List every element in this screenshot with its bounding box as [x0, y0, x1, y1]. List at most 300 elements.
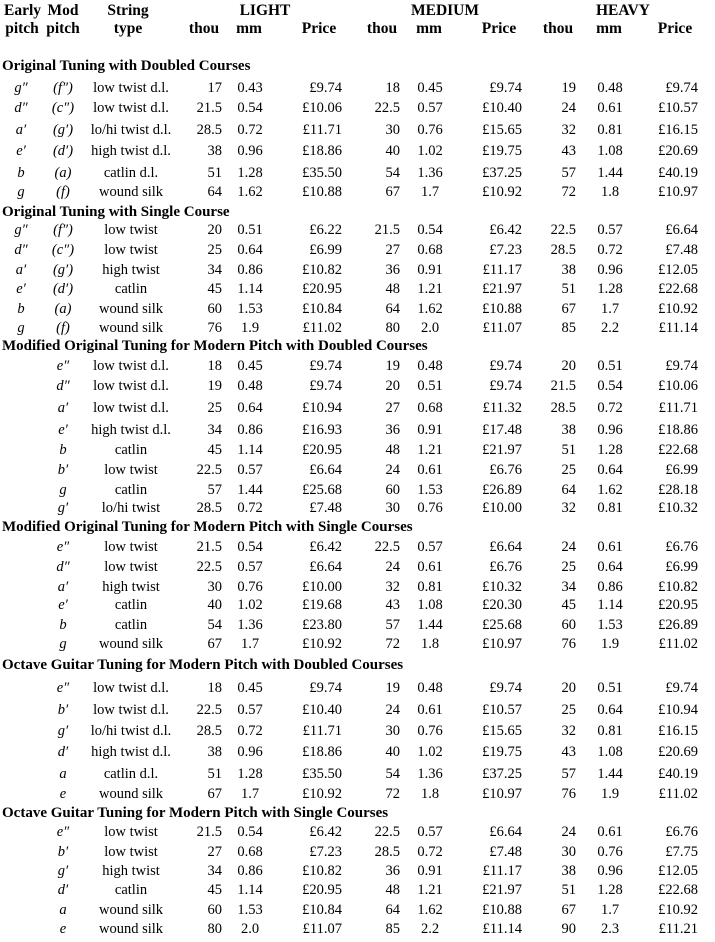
heavy-mm-cell: 2.3 [600, 921, 620, 937]
medium-mm-cell: 0.48 [417, 358, 443, 374]
light-mm-cell: 0.96 [237, 744, 263, 760]
heavy-thou-cell: 43 [561, 143, 576, 159]
mod-pitch-cell: (a) [54, 165, 72, 181]
medium-mm-cell: 0.76 [417, 723, 443, 739]
light-thou-cell: 51 [207, 165, 222, 181]
light-price-cell: £20.95 [302, 442, 342, 458]
mod-pitch-cell: a′ [57, 400, 69, 416]
table-row [0, 358, 715, 376]
heavy-thou-cell: 72 [561, 184, 576, 200]
heavy-mm-cell: 1.7 [600, 902, 620, 918]
light-price-cell: £10.00 [302, 579, 342, 595]
light-thou-cell: 38 [207, 143, 222, 159]
medium-thou-cell: 30 [385, 122, 400, 138]
heavy-price-cell: £20.69 [658, 143, 698, 159]
medium-price-cell: £21.97 [482, 882, 522, 898]
early-pitch-cell: g [17, 184, 25, 200]
string-type-cell: low twist [104, 824, 158, 840]
light-mm-cell: 1.14 [237, 442, 263, 458]
medium-mm-cell: 0.91 [417, 422, 443, 438]
light-price-cell: £9.74 [309, 378, 342, 394]
mod-pitch-cell: b′ [57, 462, 69, 478]
table-row [0, 422, 715, 440]
table-row [0, 766, 715, 784]
heavy-thou-cell: 60 [561, 617, 576, 633]
mod-pitch-cell: (f″) [53, 80, 73, 96]
heavy-mm-cell: 0.86 [597, 579, 623, 595]
mod-pitch-cell: a′ [57, 579, 69, 595]
heavy-price-cell: £6.76 [665, 539, 698, 555]
heavy-thou-cell: 28.5 [550, 400, 576, 416]
light-price-cell: £6.42 [309, 539, 342, 555]
light-price-cell: £11.71 [302, 723, 342, 739]
string-type-cell: low twist [104, 222, 158, 238]
heavy-mm-cell: 1.7 [600, 301, 620, 317]
heavy-thou-cell: 20 [561, 358, 576, 374]
mod-pitch-cell: g [59, 482, 67, 498]
medium-mm-cell: 0.57 [417, 100, 443, 116]
heavy-thou-cell: 30 [561, 844, 576, 860]
medium-thou-cell: 20 [385, 378, 400, 394]
mod-pitch-cell: (g′) [52, 122, 74, 138]
medium-mm-cell: 1.62 [417, 902, 443, 918]
early-pitch-header-line2: pitch [5, 20, 39, 37]
medium-mm-cell: 1.02 [417, 744, 443, 760]
medium-mm-cell: 1.21 [417, 281, 443, 297]
string-type-cell: catlin [114, 617, 148, 633]
string-type-cell: low twist d.l. [93, 80, 169, 96]
string-type-cell: catlin [114, 597, 148, 613]
mod-pitch-cell: e″ [56, 358, 70, 374]
heavy-price-cell: £7.75 [665, 844, 698, 860]
light-mm-cell: 0.86 [237, 262, 263, 278]
light-thou-cell: 20 [207, 222, 222, 238]
light-price-cell: £11.07 [302, 921, 342, 937]
heavy-mm-cell: 0.54 [597, 378, 623, 394]
heavy-thou-cell: 51 [561, 281, 576, 297]
medium-thou-cell: 21.5 [374, 222, 400, 238]
heavy-mm-cell: 1.28 [597, 281, 623, 297]
string-type-cell: wound silk [98, 902, 164, 918]
table-row [0, 902, 715, 920]
heavy-mm-cell: 1.44 [597, 165, 623, 181]
medium-price-cell: £10.97 [482, 636, 522, 652]
heavy-price-cell: £9.74 [665, 80, 698, 96]
light-mm-cell: 0.72 [237, 500, 263, 516]
heavy-price-cell: £20.69 [658, 744, 698, 760]
heavy-price-cell: £12.05 [658, 863, 698, 879]
medium-price-cell: £10.97 [482, 786, 522, 802]
mod-pitch-cell: e′ [58, 597, 68, 613]
mod-pitch-cell: d′ [57, 882, 69, 898]
heavy-price-cell: £12.05 [658, 262, 698, 278]
light-price-cell: £6.64 [309, 462, 342, 478]
medium-mm-cell: 1.02 [417, 143, 443, 159]
medium-mm-cell: 0.68 [417, 400, 443, 416]
string-type-cell: high twist d.l. [91, 744, 171, 760]
light-price-header: Price [301, 20, 337, 37]
heavy-price-header: Price [657, 20, 693, 37]
light-price-cell: £10.84 [302, 902, 342, 918]
light-thou-cell: 21.5 [196, 824, 222, 840]
medium-thou-cell: 19 [385, 680, 400, 696]
table-row [0, 636, 715, 654]
light-price-cell: £35.50 [302, 165, 342, 181]
table-row [0, 723, 715, 741]
heavy-thou-cell: 51 [561, 882, 576, 898]
heavy-thou-cell: 34 [561, 579, 576, 595]
heavy-price-cell: £18.86 [658, 422, 698, 438]
early-pitch-cell: g″ [14, 80, 28, 96]
heavy-mm-cell: 2.2 [600, 320, 620, 336]
light-mm-cell: 0.48 [237, 378, 263, 394]
mod-pitch-cell: (f) [56, 184, 70, 200]
medium-mm-cell: 0.51 [417, 378, 443, 394]
medium-mm-cell: 2.2 [420, 921, 440, 937]
light-price-cell: £6.22 [309, 222, 342, 238]
light-thou-cell: 34 [207, 863, 222, 879]
light-thou-cell: 21.5 [196, 539, 222, 555]
table-row [0, 122, 715, 140]
string-type-cell: catlin d.l. [103, 766, 159, 782]
heavy-mm-cell: 1.08 [597, 143, 623, 159]
table-row [0, 539, 715, 557]
light-thou-cell: 18 [207, 680, 222, 696]
heavy-thou-cell: 76 [561, 786, 576, 802]
mod-pitch-cell: e [59, 786, 67, 802]
light-thou-cell: 22.5 [196, 559, 222, 575]
light-mm-cell: 0.57 [237, 462, 263, 478]
light-price-cell: £10.88 [302, 184, 342, 200]
table-row [0, 242, 715, 260]
heavy-thou-cell: 24 [561, 539, 576, 555]
heavy-mm-cell: 0.61 [597, 100, 623, 116]
heavy-mm-cell: 0.48 [597, 80, 623, 96]
medium-thou-cell: 72 [385, 786, 400, 802]
medium-thou-cell: 72 [385, 636, 400, 652]
light-thou-cell: 27 [207, 844, 222, 860]
table-row [0, 597, 715, 615]
medium-thou-cell: 54 [385, 766, 400, 782]
early-pitch-cell: b [17, 165, 25, 181]
string-type-cell: wound silk [98, 184, 164, 200]
medium-mm-cell: 0.91 [417, 863, 443, 879]
medium-mm-cell: 1.53 [417, 482, 443, 498]
heavy-price-cell: £7.48 [665, 242, 698, 258]
medium-mm-cell: 0.61 [417, 559, 443, 575]
medium-mm-cell: 0.76 [417, 122, 443, 138]
mod-pitch-cell: b [59, 617, 67, 633]
heavy-thou-cell: 24 [561, 824, 576, 840]
light-thou-cell: 25 [207, 400, 222, 416]
light-mm-cell: 0.57 [237, 702, 263, 718]
medium-price-cell: £19.75 [482, 744, 522, 760]
medium-price-cell: £26.89 [482, 482, 522, 498]
heavy-mm-cell: 1.9 [600, 786, 620, 802]
medium-thou-cell: 64 [385, 902, 400, 918]
medium-thou-cell: 24 [385, 462, 400, 478]
heavy-price-cell: £6.99 [665, 559, 698, 575]
medium-mm-cell: 1.08 [417, 597, 443, 613]
section-title: Octave Guitar Tuning for Modern Pitch with Single Courses [2, 805, 389, 821]
light-thou-cell: 21.5 [196, 100, 222, 116]
medium-price-cell: £9.74 [489, 80, 522, 96]
medium-price-cell: £19.75 [482, 143, 522, 159]
light-thou-cell: 28.5 [196, 500, 222, 516]
light-thou-cell: 45 [207, 442, 222, 458]
medium-mm-cell: 0.48 [417, 680, 443, 696]
heavy-mm-cell: 0.76 [597, 844, 623, 860]
medium-price-cell: £10.57 [482, 702, 522, 718]
string-type-header-line1: String [107, 2, 149, 19]
medium-mm-cell: 0.81 [417, 579, 443, 595]
mod-pitch-cell: e [59, 921, 67, 937]
string-type-cell: low twist [104, 462, 158, 478]
heavy-mm-cell: 1.14 [597, 597, 623, 613]
light-thou-cell: 60 [207, 902, 222, 918]
heavy-mm-cell: 0.64 [597, 559, 623, 575]
heavy-mm-cell: 0.61 [597, 539, 623, 555]
heavy-mm-cell: 1.28 [597, 882, 623, 898]
heavy-mm-cell: 1.8 [600, 184, 620, 200]
heavy-thou-cell: 67 [561, 902, 576, 918]
string-type-cell: high twist d.l. [91, 422, 171, 438]
medium-price-cell: £15.65 [482, 723, 522, 739]
light-thou-cell: 17 [207, 80, 222, 96]
medium-price-cell: £25.68 [482, 617, 522, 633]
table-row [0, 301, 715, 319]
heavy-thou-cell: 32 [561, 723, 576, 739]
table-row [0, 222, 715, 240]
heavy-price-cell: £10.92 [658, 902, 698, 918]
heavy-price-cell: £11.21 [658, 921, 698, 937]
medium-thou-cell: 48 [385, 281, 400, 297]
heavy-thou-cell: 64 [561, 482, 576, 498]
medium-price-cell: £6.42 [489, 222, 522, 238]
heavy-thou-cell: 57 [561, 766, 576, 782]
heavy-price-cell: £40.19 [658, 165, 698, 181]
table-row [0, 442, 715, 460]
heavy-thou-cell: 90 [561, 921, 576, 937]
table-row [0, 680, 715, 698]
string-type-cell: catlin [114, 442, 148, 458]
light-price-cell: £9.74 [309, 80, 342, 96]
medium-price-cell: £10.92 [482, 184, 522, 200]
table-row [0, 786, 715, 804]
table-row [0, 262, 715, 280]
light-mm-cell: 1.44 [237, 482, 263, 498]
string-type-cell: catlin [114, 482, 148, 498]
string-type-cell: high twist [102, 863, 160, 879]
section-title: Original Tuning with Single Course [2, 204, 230, 220]
medium-mm-header: mm [416, 20, 442, 37]
mod-pitch-cell: e″ [56, 824, 70, 840]
medium-thou-cell: 27 [385, 400, 400, 416]
table-row [0, 863, 715, 881]
light-mm-cell: 1.53 [237, 301, 263, 317]
medium-thou-cell: 27 [385, 242, 400, 258]
heavy-mm-cell: 0.72 [597, 400, 623, 416]
medium-mm-cell: 0.61 [417, 702, 443, 718]
light-thou-cell: 67 [207, 786, 222, 802]
heavy-price-cell: £10.06 [658, 378, 698, 394]
string-type-cell: low twist d.l. [93, 358, 169, 374]
table-row [0, 844, 715, 862]
medium-price-cell: £10.88 [482, 301, 522, 317]
light-price-cell: £10.06 [302, 100, 342, 116]
mod-pitch-cell: (c″) [51, 242, 75, 258]
early-pitch-cell: d″ [14, 100, 28, 116]
string-type-cell: low twist d.l. [93, 702, 169, 718]
heavy-price-cell: £9.74 [665, 358, 698, 374]
mod-pitch-cell: d″ [56, 559, 70, 575]
string-type-header [88, 2, 168, 38]
medium-price-cell: £11.14 [482, 921, 522, 937]
light-price-cell: £11.02 [302, 320, 342, 336]
table-row [0, 184, 715, 202]
light-thou-cell: 45 [207, 882, 222, 898]
table-row [0, 143, 715, 161]
string-type-cell: wound silk [98, 320, 164, 336]
light-thou-cell: 34 [207, 262, 222, 278]
light-thou-header: thou [188, 20, 220, 37]
light-price-cell: £9.74 [309, 358, 342, 374]
medium-thou-cell: 22.5 [374, 539, 400, 555]
heavy-thou-cell: 19 [561, 80, 576, 96]
light-price-cell: £20.95 [302, 281, 342, 297]
medium-mm-cell: 0.72 [417, 844, 443, 860]
light-price-cell: £35.50 [302, 766, 342, 782]
heavy-mm-cell: 1.9 [600, 636, 620, 652]
heavy-thou-header: thou [542, 20, 574, 37]
medium-mm-cell: 1.44 [417, 617, 443, 633]
medium-thou-cell: 36 [385, 863, 400, 879]
medium-price-cell: £6.64 [489, 539, 522, 555]
mod-pitch-cell: (f″) [53, 222, 73, 238]
medium-price-cell: £11.07 [482, 320, 522, 336]
early-pitch-cell: a′ [15, 122, 27, 138]
light-price-cell: £16.93 [302, 422, 342, 438]
early-pitch-cell: b [17, 301, 25, 317]
heavy-thou-cell: 45 [561, 597, 576, 613]
medium-mm-cell: 1.36 [417, 766, 443, 782]
light-thou-cell: 54 [207, 617, 222, 633]
medium-mm-cell: 0.54 [417, 222, 443, 238]
early-pitch-cell: e′ [16, 143, 26, 159]
table-row [0, 378, 715, 396]
light-thou-cell: 51 [207, 766, 222, 782]
medium-price-cell: £7.48 [489, 844, 522, 860]
medium-mm-cell: 0.45 [417, 80, 443, 96]
mod-pitch-cell: g′ [57, 723, 69, 739]
string-type-cell: low twist [104, 844, 158, 860]
mod-pitch-cell: e′ [58, 422, 68, 438]
light-mm-cell: 0.54 [237, 539, 263, 555]
heavy-mm-cell: 0.64 [597, 702, 623, 718]
medium-thou-cell: 64 [385, 301, 400, 317]
string-type-cell: low twist d.l. [93, 680, 169, 696]
light-mm-cell: 1.53 [237, 902, 263, 918]
light-mm-cell: 1.9 [240, 320, 260, 336]
heavy-thou-cell: 51 [561, 442, 576, 458]
medium-price-cell: £17.48 [482, 422, 522, 438]
mod-pitch-cell: e″ [56, 539, 70, 555]
mod-pitch-cell: (d′) [52, 281, 74, 297]
medium-price-cell: £11.17 [482, 863, 522, 879]
heavy-mm-cell: 0.64 [597, 462, 623, 478]
heavy-price-cell: £11.71 [658, 400, 698, 416]
heavy-thou-cell: 25 [561, 462, 576, 478]
medium-price-cell: £20.30 [482, 597, 522, 613]
light-price-cell: £18.86 [302, 744, 342, 760]
medium-mm-cell: 0.57 [417, 539, 443, 555]
heavy-price-cell: £20.95 [658, 597, 698, 613]
string-type-cell: lo/hi twist d.l. [90, 723, 172, 739]
table-row [0, 824, 715, 842]
table-row [0, 921, 715, 939]
medium-thou-cell: 54 [385, 165, 400, 181]
table-row [0, 617, 715, 635]
table-row [0, 579, 715, 597]
string-type-cell: low twist d.l. [93, 378, 169, 394]
light-mm-cell: 0.45 [237, 358, 263, 374]
heavy-thou-cell: 20 [561, 680, 576, 696]
early-pitch-header-line1: Early [4, 2, 42, 19]
heavy-thou-cell: 38 [561, 422, 576, 438]
light-price-cell: £6.42 [309, 824, 342, 840]
medium-price-cell: £6.76 [489, 462, 522, 478]
string-type-cell: catlin d.l. [103, 165, 159, 181]
medium-mm-cell: 0.68 [417, 242, 443, 258]
mod-pitch-cell: b′ [57, 702, 69, 718]
heavy-mm-cell: 0.51 [597, 680, 623, 696]
heavy-price-cell: £11.02 [658, 786, 698, 802]
heavy-price-cell: £6.76 [665, 824, 698, 840]
mod-pitch-cell: a [59, 766, 67, 782]
medium-mm-cell: 0.61 [417, 462, 443, 478]
light-thou-cell: 64 [207, 184, 222, 200]
medium-thou-cell: 32 [385, 579, 400, 595]
early-pitch-cell: g [17, 320, 25, 336]
light-mm-cell: 1.7 [240, 636, 260, 652]
light-price-cell: £10.82 [302, 863, 342, 879]
table-row [0, 482, 715, 500]
medium-price-cell: £9.74 [489, 378, 522, 394]
heavy-mm-cell: 1.08 [597, 744, 623, 760]
light-price-cell: £6.99 [309, 242, 342, 258]
table-row [0, 100, 715, 118]
string-type-cell: lo/hi twist d.l. [90, 122, 172, 138]
medium-thou-cell: 40 [385, 744, 400, 760]
light-thou-cell: 22.5 [196, 462, 222, 478]
light-price-cell: £10.92 [302, 786, 342, 802]
light-group-header: LIGHT [239, 2, 291, 19]
heavy-thou-cell: 67 [561, 301, 576, 317]
mod-pitch-cell: g′ [57, 863, 69, 879]
heavy-mm-cell: 0.72 [597, 242, 623, 258]
early-pitch-cell: g″ [14, 222, 28, 238]
medium-mm-cell: 0.76 [417, 500, 443, 516]
medium-price-cell: £11.17 [482, 262, 522, 278]
section-title: Octave Guitar Tuning for Modern Pitch with Doubled Courses [2, 657, 404, 673]
table-row [0, 744, 715, 762]
medium-price-cell: £6.76 [489, 559, 522, 575]
heavy-price-cell: £11.02 [658, 636, 698, 652]
medium-price-cell: £21.97 [482, 442, 522, 458]
heavy-price-cell: £16.15 [658, 122, 698, 138]
medium-mm-cell: 2.0 [420, 320, 440, 336]
light-mm-cell: 0.43 [237, 80, 263, 96]
